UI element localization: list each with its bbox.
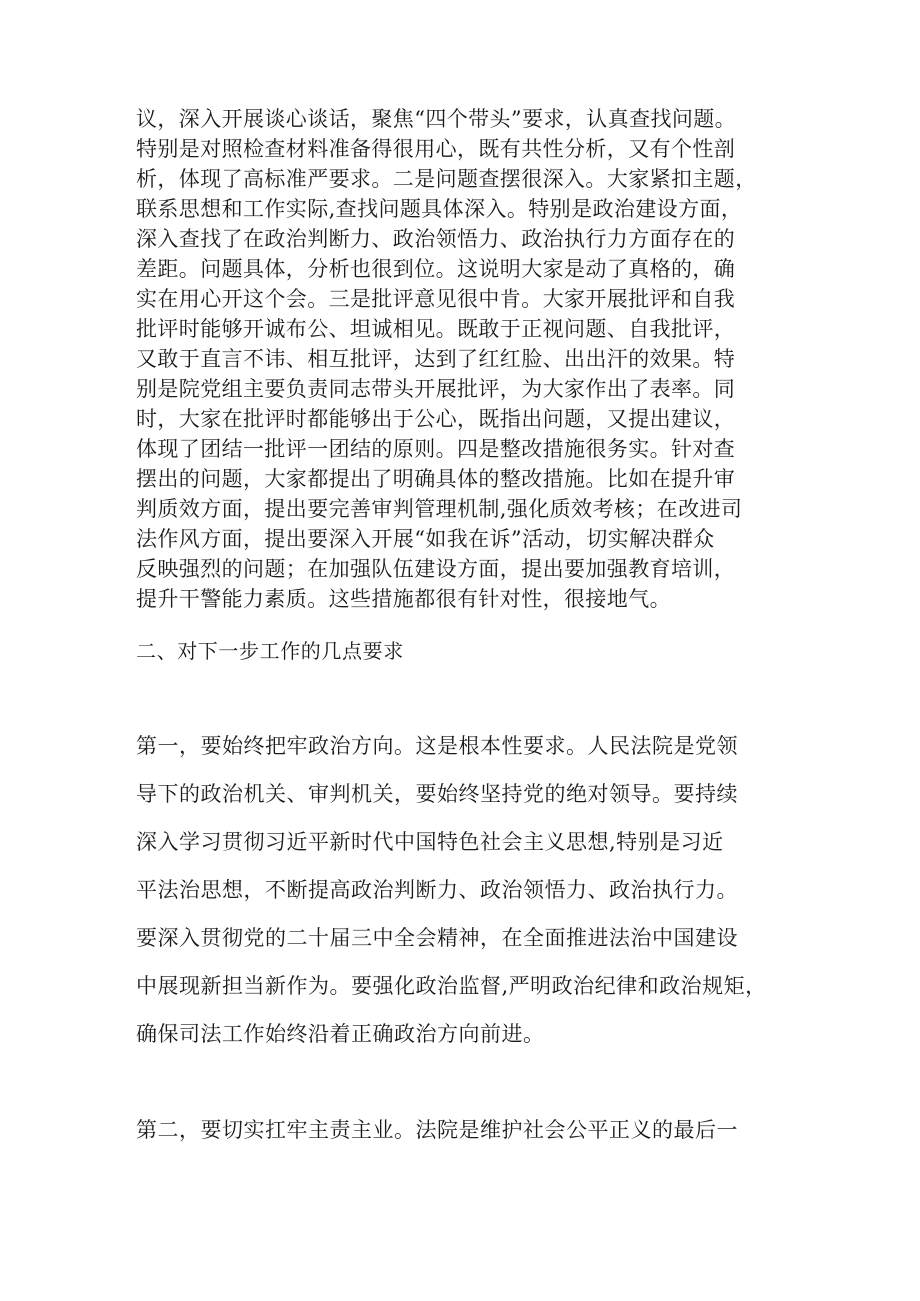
text-line: 联系思想和工作实际,查找问题具体深入。特别是政治建设方面， [136, 197, 743, 221]
text-line: 时，大家在批评时都能够出于公心，既指出问题，又提出建议， [136, 407, 736, 431]
text-line: 平法治思想，不断提高政治判断力、政治领悟力、政治执行力。 [136, 878, 738, 902]
text-line: 议，深入开展谈心谈话，聚焦“四个带头”要求，认真查找问题。 [136, 107, 737, 131]
section-heading: 二、对下一步工作的几点要求 [136, 639, 404, 663]
text-line: 批评时能够开诚布公、坦诚相见。既敢于正视问题、自我批评， [136, 317, 736, 341]
text-line: 判质效方面，提出要完善审判管理机制,强化质效考核；在改进司 [136, 497, 743, 521]
requirement-paragraph-1 [136, 722, 816, 1058]
text-line: 别是院党组主要负责同志带头开展批评，为大家作出了表率。同 [136, 377, 736, 401]
requirement-paragraph-2 [136, 1106, 816, 1154]
text-line: 提升干警能力素质。这些措施都很有针对性，很接地气。 [136, 587, 671, 611]
text-line: 反映强烈的问题；在加强队伍建设方面，提出要加强教育培训， [136, 557, 736, 581]
text-line: 第二，要切实扛牢主责主业。法院是维护社会公平正义的最后一 [136, 1118, 738, 1142]
text-line: 特别是对照检查材料准备得很用心，既有共性分析，又有个性剖 [136, 137, 736, 161]
text-line: 又敢于直言不讳、相互批评，达到了红红脸、出出汗的效果。特 [136, 347, 736, 371]
text-line: 体现了团结一批评一团结的原则。四是整改措施很务实。针对查 [136, 437, 736, 461]
text-line: 法作风方面，提出要深入开展“如我在诉”活动，切实解决群众 [136, 527, 715, 551]
text-line: 摆出的问题，大家都提出了明确具体的整改措施。比如在提升审 [136, 467, 736, 491]
text-line: 深入查找了在政治判断力、政治领悟力、政治执行力方面存在的 [136, 227, 736, 251]
text-line: 中展现新担当新作为。要强化政治监督,严明政治纪律和政治规矩， [136, 974, 767, 998]
text-line: 深入学习贯彻习近平新时代中国特色社会主义思想,特别是习近 [136, 830, 724, 854]
text-line: 第一，要始终把牢政治方向。这是根本性要求。人民法院是党领 [136, 734, 738, 758]
text-line: 实在用心开这个会。三是批评意见很中肯。大家开展批评和自我 [136, 287, 736, 311]
summary-paragraph [136, 104, 796, 614]
text-line: 差距。问题具体，分析也很到位。这说明大家是动了真格的，确 [136, 257, 736, 281]
text-line: 析，体现了高标准严要求。二是问题查摆很深入。大家紧扣主题， [136, 167, 757, 191]
text-line: 导下的政治机关、审判机关，要始终坚持党的绝对领导。要持续 [136, 782, 738, 806]
text-line: 要深入贯彻党的二十届三中全会精神，在全面推进法治中国建设 [136, 926, 738, 950]
text-line: 确保司法工作始终沿着正确政治方向前进。 [136, 1022, 545, 1046]
